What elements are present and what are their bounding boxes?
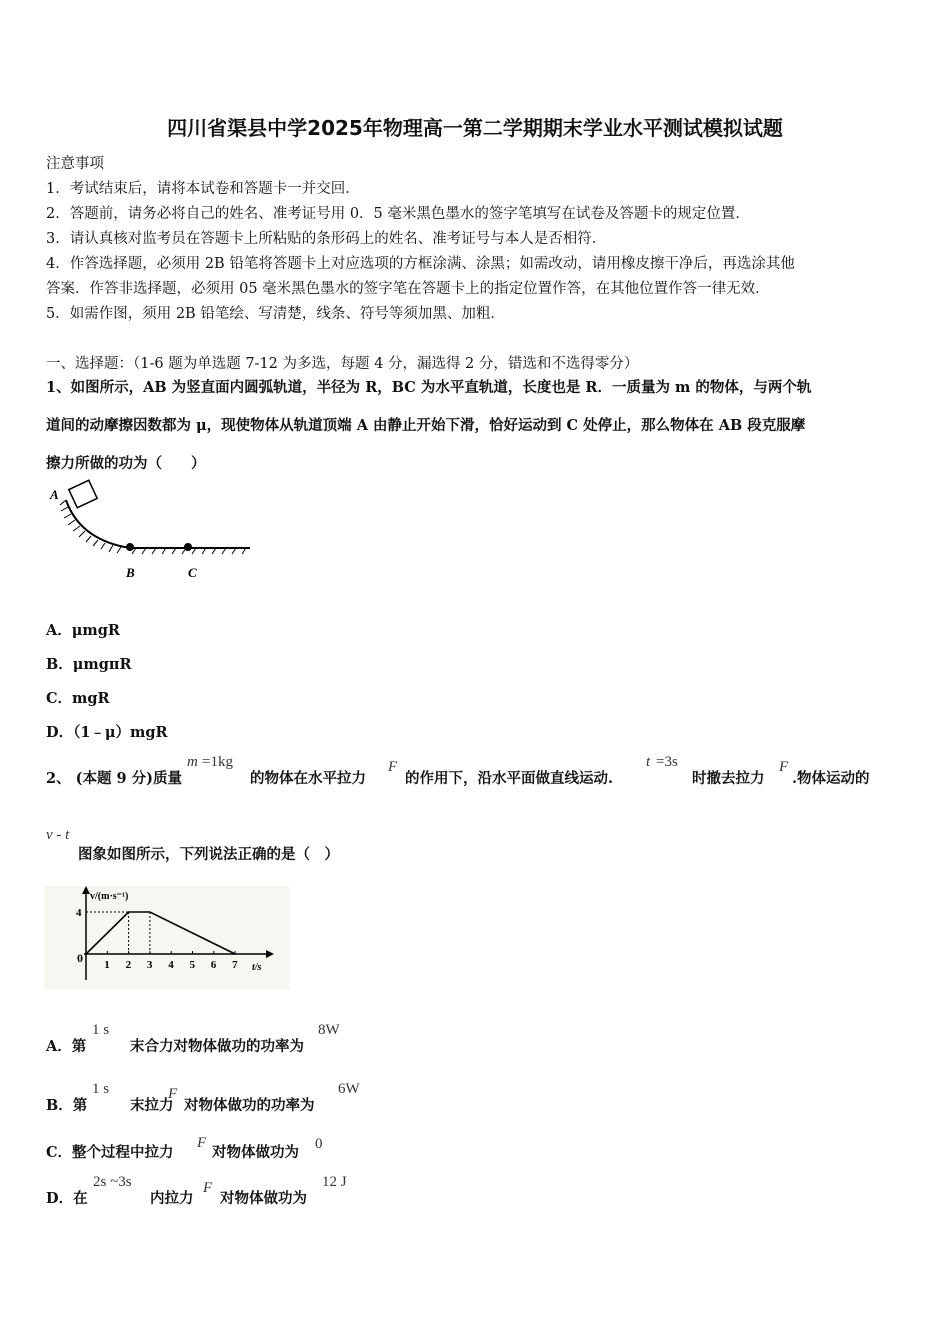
notice-item: 答案．作答非选择题，必须用 05 毫米黑色墨水的签字笔在答题卡上的指定位置作答，在其他位置作答一律无效． xyxy=(46,281,770,297)
x-tick-label: 4 xyxy=(168,959,174,971)
q2-F: F xyxy=(388,759,398,775)
x-tick-label: 2 xyxy=(125,959,132,971)
q2-prefix: 2、 (本题 9 分)质量 xyxy=(46,770,183,787)
q2-m-value: =1kg xyxy=(202,754,233,770)
page-title: 四川省渠县中学2025年物理高一第二学期期末学业水平测试模拟试题 xyxy=(167,116,783,140)
q2-text: 的物体在水平拉力 xyxy=(250,770,366,787)
q2-option-c-value: 0 xyxy=(315,1136,323,1152)
q2-F: F xyxy=(779,759,789,775)
q2-option-b-F: F xyxy=(168,1086,178,1102)
q1-track-figure xyxy=(44,478,259,586)
x-tick-label: 7 xyxy=(232,959,238,971)
x-tick-label: 5 xyxy=(189,959,195,971)
q2-option-d-text: 内拉力 xyxy=(150,1190,194,1207)
x-tick-label: 6 xyxy=(210,959,217,971)
q2-vt: v - t xyxy=(46,827,70,843)
q2-option-c-text: 对物体做功为 xyxy=(212,1144,299,1161)
track-hatching xyxy=(60,500,250,554)
q2-option-d-value: 12 J xyxy=(322,1174,347,1190)
q2-option-b-time: 1 s xyxy=(92,1081,110,1097)
q1-option-a: A．μmgR xyxy=(46,622,120,639)
q2-option-a-text: 末合力对物体做功的功率为 xyxy=(130,1038,304,1055)
q1-option-b: B．μmgπR xyxy=(46,656,132,673)
q2-text: 时撤去拉力 xyxy=(692,770,765,787)
x-tick-label: 3 xyxy=(146,959,153,971)
q2-t-value: =3s xyxy=(656,754,678,770)
y-tick-label: 4 xyxy=(76,907,82,919)
q2-option-a-label: A．第 xyxy=(46,1038,87,1055)
y-axis-label: v/(m·s⁻¹) xyxy=(90,891,129,902)
q1-option-c: C．mgR xyxy=(46,690,110,707)
q2-option-b-text2: 对物体做功的功率为 xyxy=(184,1097,315,1114)
q2-option-c-F: F xyxy=(197,1135,207,1151)
q2-option-d-F: F xyxy=(203,1180,213,1196)
x-tick-label: 1 xyxy=(104,959,110,971)
notice-item: 5．如需作图，须用 2B 铅笔绘、写清楚，线条、符号等须加黑、加粗． xyxy=(46,306,505,322)
label-b: B xyxy=(126,565,135,580)
q2-option-b-label: B．第 xyxy=(46,1097,88,1114)
q2-text: 图象如图所示，下列说法正确的是（ ） xyxy=(78,846,339,863)
q2-option-b-value: 6W xyxy=(338,1081,360,1097)
notice-item: 4．作答选择题，必须用 2B 铅笔将答题卡上对应选项的方框涂满、涂黑；如需改动，请用橡皮擦干净后，再选涂其他 xyxy=(46,256,795,272)
q2-option-c-label: C．整个过程中拉力 xyxy=(46,1144,174,1161)
q2-option-d-time: 2s ~3s xyxy=(93,1174,132,1190)
q2-option-d-label: D．在 xyxy=(46,1190,88,1207)
q2-text: .物体运动的 xyxy=(792,770,870,787)
label-a: A xyxy=(50,487,59,502)
section-heading: 一、选择题：（1-6 题为单选题 7-12 为多选，每题 4 分，漏选得 2 分，错选和不选得零分） xyxy=(46,356,639,372)
notice-item: 3．请认真核对监考员在答题卡上所粘贴的条形码上的姓名、准考证号与本人是否相符． xyxy=(46,231,607,247)
point-b xyxy=(126,543,134,551)
q2-vt-chart xyxy=(44,886,290,990)
notice-heading: 注意事项 xyxy=(46,156,104,172)
q2-option-d-text2: 对物体做功为 xyxy=(220,1190,307,1207)
q2-t: t xyxy=(646,754,651,770)
q2-option-a-value: 8W xyxy=(318,1022,340,1038)
q1-text: 1、如图所示，AB 为竖直面内圆弧轨道，半径为 R，BC 为水平直轨道，长度也是 R．一质量为 m 的物体，与两个轨 xyxy=(46,379,812,396)
notice-item: 1．考试结束后，请将本试卷和答题卡一并交回． xyxy=(46,181,360,197)
label-c: C xyxy=(188,565,197,580)
q2-option-b-text: 末拉力 xyxy=(130,1097,174,1114)
origin-label: 0 xyxy=(77,951,83,965)
x-axis-label: t/s xyxy=(252,962,262,973)
q2-text: 的作用下，沿水平面做直线运动. xyxy=(405,770,614,787)
q1-text: 道间的动摩擦因数都为 μ，现使物体从轨道顶端 A 由静止开始下滑，恰好运动到 C 处停止，那么物体在 AB 段克服摩 xyxy=(46,417,806,434)
q2-m: m xyxy=(187,754,198,770)
q1-text: 擦力所做的功为（ ） xyxy=(46,455,206,472)
notice-item: 2．答题前，请务必将自己的姓名、准考证号用 0．5 毫米黑色墨水的签字笔填写在试卷及答题卡的规定位置． xyxy=(46,206,750,222)
q1-option-d: D．（1﹣μ）mgR xyxy=(46,724,168,741)
point-c xyxy=(184,543,192,551)
block xyxy=(69,480,97,507)
q2-option-a-time: 1 s xyxy=(92,1022,110,1038)
